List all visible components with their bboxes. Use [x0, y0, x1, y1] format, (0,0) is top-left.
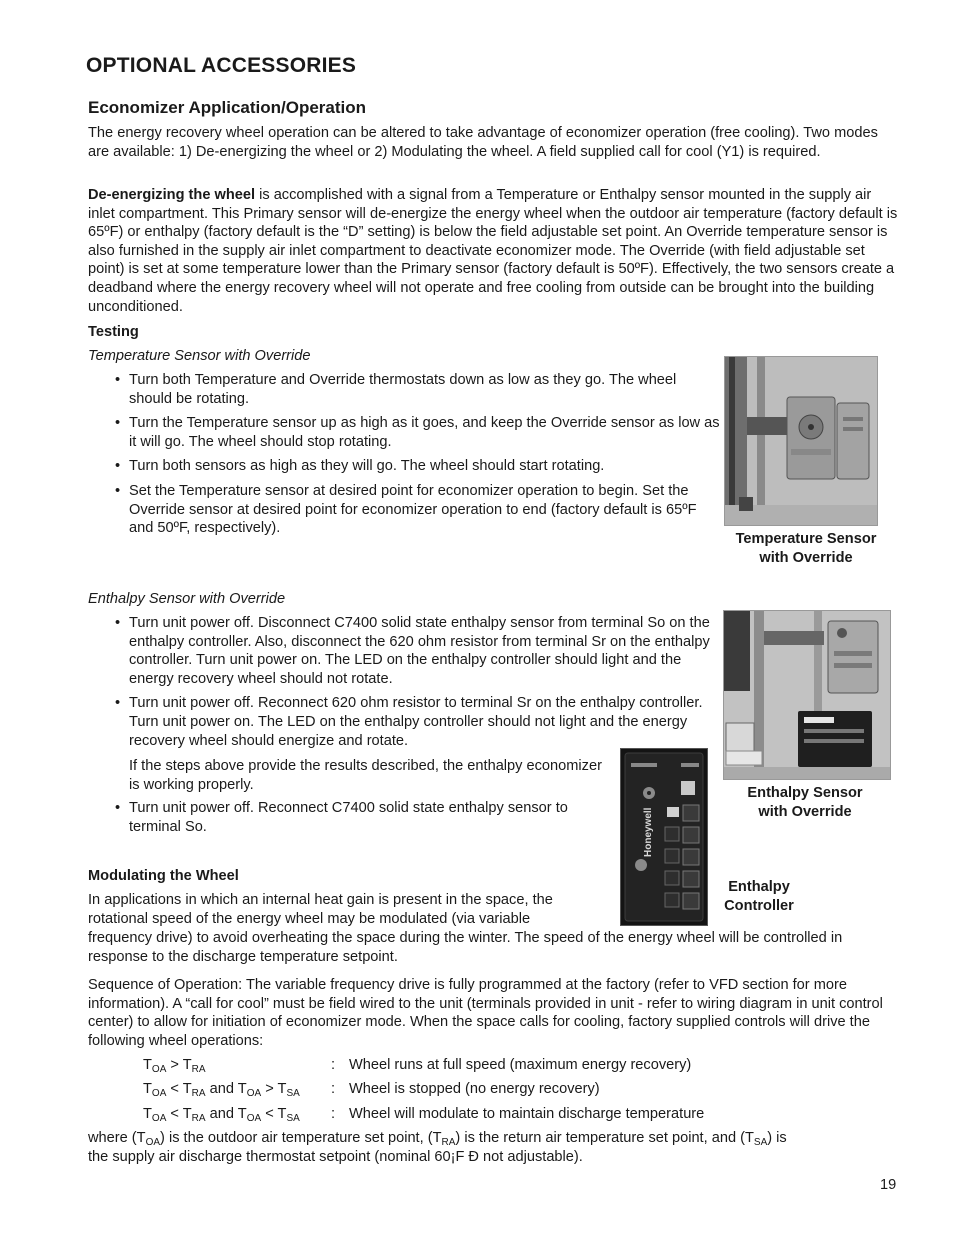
modulating-heading: Modulating the Wheel: [88, 868, 239, 884]
list-item: • Turn both sensors as high as they will go. The wheel should start rotating.: [115, 457, 720, 476]
operation-condition-3: $T_{OA} < T_{RA}$ and $T_{OA} < T_{SA}$: [143, 1106, 300, 1124]
temp-bullet-list: [115, 371, 720, 538]
operation-condition-2: $T_{OA} < T_{RA}$ and $T_{OA} > T_{SA}$: [143, 1081, 300, 1099]
temp-sensor-heading: Temperature Sensor with Override: [88, 348, 311, 364]
modulating-paragraph-end: frequency drive) to avoid overheating the space during the winter. The speed of the energy wheel will be controlled in response to the discharge temperature setpoint.: [88, 930, 843, 965]
operation-result-3: Wheel will modulate to maintain discharge temperature: [349, 1106, 705, 1122]
modulating-paragraph-start: In applications in which an internal heat gain is present in the space, the rotational speed of the energy wheel may be modulated (via variable: [88, 892, 553, 927]
operation-separator: :: [331, 1081, 336, 1097]
footnote: where $(T_{OA})$ is the outdoor air temperature set point, $(T_{RA})$ is the return air temperature set point, and $(T_{SA})$ is the supply air discharge thermostat setpoint (nominal 60¡F Ð not adjustable).: [88, 1130, 787, 1165]
temperature-sensor-caption: [722, 530, 890, 567]
caption-line: Enthalpy Sensor: [747, 785, 863, 801]
enthalpy-sensor-heading: Enthalpy Sensor with Override: [88, 591, 286, 607]
operation-condition-1: $T_{OA} > T_{RA}$: [143, 1057, 206, 1075]
footnote-part: where (T: [88, 1130, 146, 1146]
footnote-part: ) is the return air temperature set point, and (T: [455, 1130, 754, 1146]
deenergize-paragraph: [88, 186, 898, 316]
enthalpy-note: If the steps above provide the results described, the enthalpy economizer is working properly.: [129, 758, 602, 793]
page-title: OPTIONAL ACCESSORIES: [86, 54, 357, 77]
enthalpy-bullet-list-1: [115, 614, 720, 750]
intro-paragraph: The energy recovery wheel operation can be altered to take advantage of economizer operation (free cooling). Two modes are available: 1) De-energizing the wheel or 2) Modulating the wheel. A field supplied call for cool (Y1) is required.: [88, 125, 878, 160]
list-item: • Turn unit power off. Disconnect C7400 solid state enthalpy sensor from terminal So on the enthalpy controller. Also, disconnect the 620 ohm resistor from terminal Sr on the enthalpy controller. Turn unit power on. The LED on the enthalpy controller should light and the energy recovery wheel should not rotate.: [115, 614, 720, 688]
enthalpy-controller-image: [621, 749, 707, 925]
controller-brand-label: Honeywell: [643, 807, 654, 857]
section-title: Economizer Application/Operation: [88, 98, 367, 117]
list-item: • Turn unit power off. Reconnect C7400 solid state enthalpy sensor to terminal So.: [115, 799, 610, 836]
deenergize-lead: De-energizing the wheel: [88, 187, 256, 203]
enthalpy-sensor-photo: [723, 610, 891, 780]
caption-line: Enthalpy: [728, 879, 790, 895]
caption-line: with Override: [759, 549, 853, 566]
operation-result-1: Wheel runs at full speed (maximum energy recovery): [349, 1057, 692, 1073]
footnote-part: ) is the outdoor air temperature set point, (T: [160, 1130, 442, 1146]
temperature-sensor-image: [725, 357, 877, 525]
list-item: • Turn the Temperature sensor up as high as it goes, and keep the Override sensor as low as it will go. The wheel should stop rotating.: [115, 414, 720, 451]
enthalpy-sensor-caption: [722, 784, 888, 821]
enthalpy-controller-photo: [620, 748, 708, 926]
list-item: • Set the Temperature sensor at desired point for economizer operation to begin. Set the Override sensor at desired point for economizer operation to end (factory default is 65ºF and 50ºF, respectively).: [115, 482, 720, 538]
operation-result-2: Wheel is stopped (no energy recovery): [349, 1081, 600, 1097]
list-item: • Turn unit power off. Reconnect 620 ohm resistor to terminal Sr on the enthalpy controller. Turn unit power on. The LED on the enthalpy controller should not light and the energy recovery wheel should energize and rotate.: [115, 694, 720, 750]
enthalpy-controller-caption: [712, 878, 806, 915]
operation-separator: :: [331, 1057, 336, 1073]
enthalpy-sensor-image: [724, 611, 890, 779]
temperature-sensor-photo: [724, 356, 878, 526]
footnote-part: the supply air discharge thermostat setpoint (nominal 60¡F Ð not adjustable).: [88, 1148, 583, 1165]
caption-line: Controller: [724, 897, 794, 914]
caption-line: with Override: [758, 803, 852, 820]
operation-separator: :: [331, 1106, 336, 1122]
footnote-part: ) is: [767, 1130, 787, 1146]
page-number: 19: [880, 1177, 897, 1193]
sequence-paragraph: Sequence of Operation: The variable frequency drive is fully programmed at the factory (refer to VFD section for more information). A “call for cool” must be field wired to the unit (terminals provided in unit - refer to wiring diagram in unit control center) to allow for initiation of economizer mode. When the space calls for cooling, factory supplied controls will drive the following wheel operations:: [88, 977, 883, 1049]
deenergize-text: is accomplished with a signal from a Temperature or Enthalpy sensor mounted in the supply air inlet compartment. This Primary sensor will de-energize the energy wheel when the outdoor air temperature (factory default is 65ºF) or enthalpy (factory default is the “D” setting) is below the field adjustable set point. An Override temperature sensor is also furnished in the supply air inlet compartment to deactivate economizer mode. The Override (with field adjustable set point) is set at some temperature lower than the Primary sensor (factory default is 50ºF). Effectively, the two sensors create a deadband where the energy recovery wheel will not operate and free cooling from outside can be brought into the building unconditioned.: [88, 187, 898, 315]
enthalpy-bullet-list-2: [115, 799, 610, 836]
list-item: • Turn both Temperature and Override thermostats down as low as they go. The wheel should be rotating.: [115, 371, 720, 408]
testing-heading: Testing: [88, 324, 139, 340]
caption-line: Temperature Sensor: [735, 531, 877, 547]
